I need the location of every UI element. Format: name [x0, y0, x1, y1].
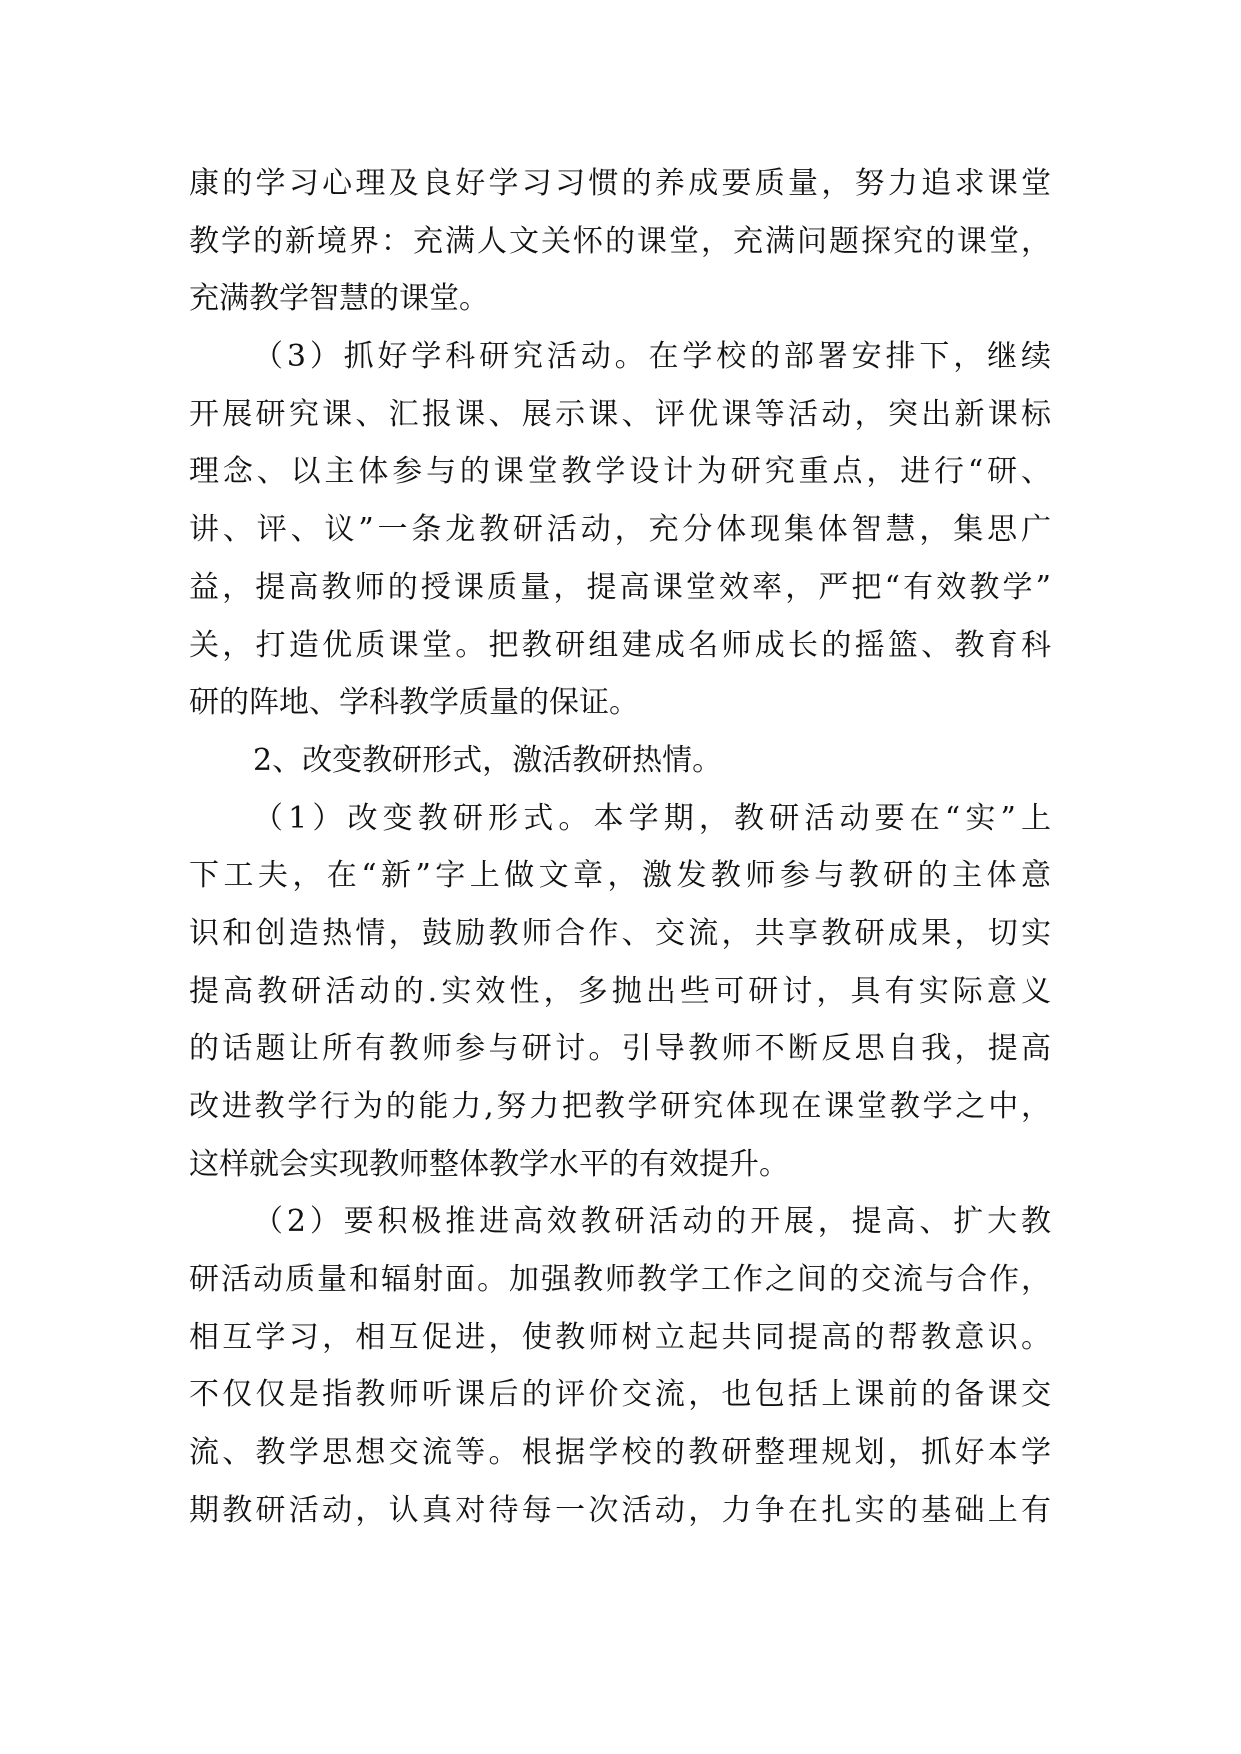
text-line: 教学的新境界：充满人文关怀的课堂，充满问题探究的课堂， — [189, 223, 1051, 259]
text-line: 识和创造热情，鼓励教师合作、交流，共享教研成果，切实 — [189, 915, 1051, 951]
text-line: 研的阵地、学科教学质量的保证。 — [189, 685, 639, 721]
paragraph-start-line: （1）改变教研形式。本学期，教研活动要在“实”上 — [253, 800, 1051, 836]
text-line: 期教研活动，认真对待每一次活动，力争在扎实的基础上有 — [189, 1492, 1051, 1528]
text-line: 讲、评、议”一条龙教研活动，充分体现集体智慧，集思广 — [189, 512, 1051, 548]
text-line: 不仅仅是指教师听课后的评价交流，也包括上课前的备课交 — [189, 1377, 1051, 1413]
text-line: 关，打造优质课堂。把教研组建成名师成长的摇篮、教育科 — [189, 627, 1051, 663]
body-text — [189, 155, 1051, 1540]
section-heading: 2、改变教研形式，激活教研热情。 — [253, 742, 723, 778]
text-line: 康的学习心理及良好学习习惯的养成要质量，努力追求课堂 — [189, 166, 1051, 201]
paragraph-start-line: （2）要积极推进高效教研活动的开展，提高、扩大教 — [253, 1204, 1051, 1240]
text-line: 研活动质量和辐射面。加强教师教学工作之间的交流与合作， — [189, 1262, 1051, 1298]
text-line: 这样就会实现教师整体教学水平的有效提升。 — [189, 1146, 789, 1182]
text-line: 提高教研活动的.实效性，多抛出些可研讨，具有实际意义 — [189, 973, 1051, 1009]
text-line: 开展研究课、汇报课、展示课、评优课等活动，突出新课标 — [189, 396, 1051, 432]
text-line: 相互学习，相互促进，使教师树立起共同提高的帮教意识。 — [189, 1319, 1051, 1355]
text-line: 益，提高教师的授课质量，提高课堂效率，严把“有效教学” — [189, 569, 1051, 605]
text-line: 改进教学行为的能力,努力把教学研究体现在课堂教学之中， — [189, 1089, 1051, 1124]
text-line: 理念、以主体参与的课堂教学设计为研究重点，进行“研、 — [189, 454, 1051, 490]
paragraph-start-line: （3）抓好学科研究活动。在学校的部署安排下，继续 — [253, 339, 1051, 375]
text-line: 流、教学思想交流等。根据学校的教研整理规划，抓好本学 — [189, 1435, 1051, 1471]
text-line: 充满教学智慧的课堂。 — [189, 281, 489, 317]
text-line: 下工夫，在“新”字上做文章，激发教师参与教研的主体意 — [189, 858, 1051, 894]
text-line: 的话题让所有教师参与研讨。引导教师不断反思自我，提高 — [189, 1031, 1051, 1067]
